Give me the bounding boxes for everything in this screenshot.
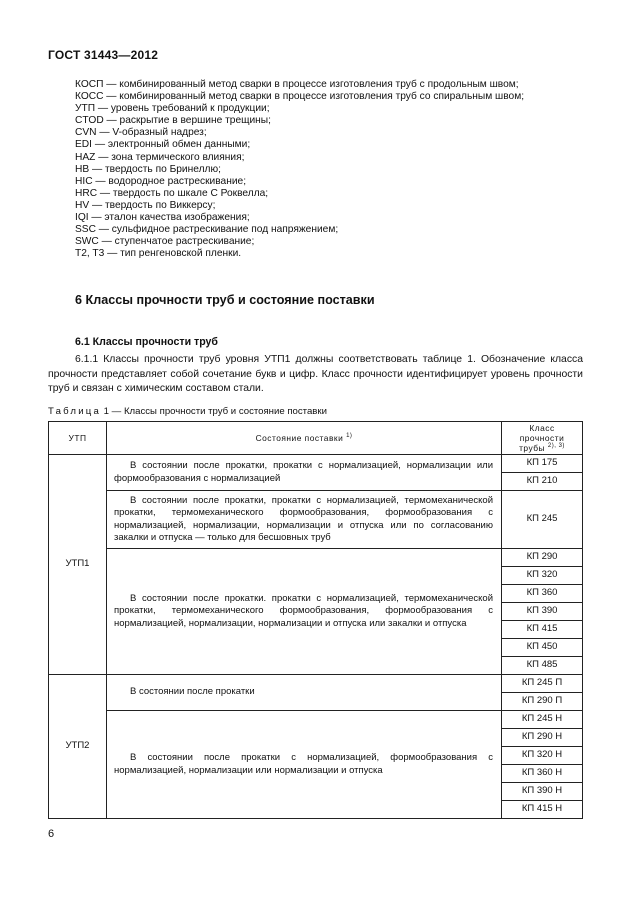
class-cell: КП 320	[502, 567, 583, 585]
abbreviation-item: HV — твердость по Виккерсу;	[75, 199, 216, 211]
class-cell: КП 450	[502, 639, 583, 657]
abbreviation-item: HRC — твердость по шкале С Роквелла;	[75, 187, 269, 199]
abbreviation-item: SWC — ступенчатое растрескивание;	[75, 236, 255, 248]
class-cell: КП 290	[502, 549, 583, 567]
header-state-note: 1)	[346, 433, 353, 440]
state-cell: В состоянии после прокатки с нормализацией, формообразования с нормализацией, нормализации или нормализации и отпуска	[107, 711, 502, 819]
table-caption	[48, 406, 327, 417]
abbreviation-item: КОСП — комбинированный метод сварки в процессе изготовления труб с продольным швом;	[75, 79, 519, 90]
abbreviation-item: HIC — водородное растрескивание;	[75, 175, 247, 187]
table-caption-prefix: Таблица	[48, 406, 102, 417]
header-state	[107, 422, 502, 455]
utp2-label: УТП2	[49, 675, 107, 819]
header-class	[502, 422, 583, 455]
abbreviation-item: SSC — сульфидное растрескивание под напряжением;	[75, 224, 339, 236]
section-title: 6 Классы прочности труб и состояние поставки	[75, 293, 375, 307]
header-state-label: Состояние поставки	[255, 433, 344, 443]
utp1-label: УТП1	[49, 455, 107, 675]
state-cell: В состоянии после прокатки, прокатки с нормализацией, нормализации или формообразования с нормализацией	[107, 455, 502, 491]
abbreviation-item: CTOD — раскрытие в вершине трещины;	[75, 115, 271, 127]
state-cell: В состоянии после прокатки	[107, 675, 502, 711]
header-class-line1: Класс прочности	[519, 423, 565, 443]
page-number: 6	[48, 828, 55, 840]
abbreviation-item: IQI — эталон качества изображения;	[75, 212, 250, 224]
header-utp: УТП	[49, 422, 107, 455]
class-cell: КП 245 Н	[502, 711, 583, 729]
class-cell: КП 210	[502, 473, 583, 491]
class-cell: КП 360	[502, 585, 583, 603]
class-cell: КП 390	[502, 603, 583, 621]
class-cell: КП 290 Н	[502, 729, 583, 747]
abbreviation-item: УТП — уровень требований к продукции;	[75, 103, 270, 115]
class-cell: КП 390 Н	[502, 783, 583, 801]
abbreviations-list	[75, 79, 595, 260]
class-cell: КП 415 Н	[502, 801, 583, 819]
header-class-line2: трубы	[519, 443, 546, 453]
class-cell: КП 245	[502, 491, 583, 549]
class-cell: КП 485	[502, 657, 583, 675]
strength-classes-table	[48, 421, 583, 819]
class-cell: КП 360 Н	[502, 765, 583, 783]
abbreviation-item: HAZ — зона термического влияния;	[75, 151, 245, 163]
subsection-title: 6.1 Классы прочности труб	[75, 336, 218, 348]
state-cell: В состоянии после прокатки. прокатки с нормализацией, термомеханической прокатки, термомеханического формообразования, формообразования с нормализацией, нормализации, нормализации и отпуска или закалки и отпуска	[107, 549, 502, 675]
abbreviation-item: CVN — V-образный надрез;	[75, 127, 207, 139]
abbreviation-item: КОСС — комбинированный метод сварки в процессе изготовления труб со спиральным швом;	[75, 91, 525, 103]
class-cell: КП 415	[502, 621, 583, 639]
header-class-note: 2), 3)	[547, 443, 565, 450]
class-cell: КП 245 П	[502, 675, 583, 693]
state-cell: В состоянии после прокатки, прокатки с нормализацией, термомеханической прокатки, термомеханического формообразования, формообразования с нормализацией, нормализации, нормализации и отпуска или по согласованию закалки и отпуска — только для бесшовных труб	[107, 491, 502, 549]
abbreviation-item: HB — твердость по Бринеллю;	[75, 163, 221, 175]
class-cell: КП 320 Н	[502, 747, 583, 765]
document-header: ГОСТ 31443—2012	[48, 48, 159, 62]
abbreviation-item: EDI — электронный обмен данными;	[75, 139, 251, 151]
class-cell: КП 175	[502, 455, 583, 473]
body-paragraph: 6.1.1 Классы прочности труб уровня УТП1 должны соответствовать таблице 1. Обозначение класса прочности представляет собой сочетание букв и цифр. Класс прочности идентифицирует уровень прочности труб и связан с химическим составом стали.	[48, 354, 583, 394]
table-caption-text: 1 — Классы прочности труб и состояние поставки	[101, 406, 327, 417]
abbreviation-item: T2, T3 — тип ренгеновской пленки.	[75, 248, 242, 260]
class-cell: КП 290 П	[502, 693, 583, 711]
